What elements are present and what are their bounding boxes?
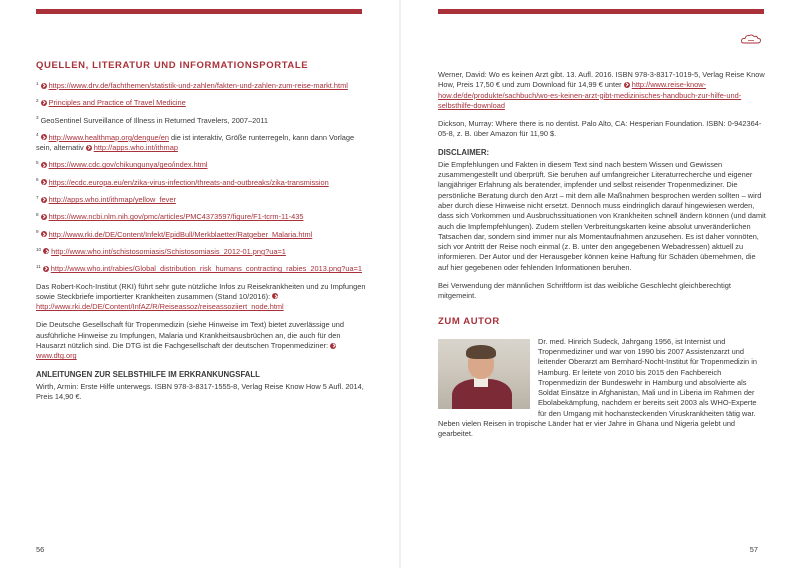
- reference-9: [36, 230, 366, 240]
- ref-text: die ist interaktiv, Größe runterregeln, kann dann Vorlage sein, alternativ: [36, 132, 355, 153]
- ref-link[interactable]: https://www.drv.de/fachthemen/statistik-und-zahlen/fakten-und-zahlen-zum-reise-markt.html: [48, 81, 348, 90]
- ref-number: 11: [36, 263, 41, 269]
- selfhelp-heading: ANLEITUNGEN ZUR SELBSTHILFE IM ERKRANKUNGSFALL: [36, 369, 260, 379]
- reference-7: [36, 195, 366, 205]
- ref-number: 4: [36, 132, 39, 138]
- werner-text: Werner, David: Wo es keinen Arzt gibt. 13. Aufl. 2016. ISBN 978-3-8317-1019-5, Verlag Reise Know How, Preis 17,50 € und zum Download für 14,99 € unter: [438, 70, 765, 90]
- ref-link[interactable]: https://www.cdc.gov/chikungunya/geo/index.html: [48, 160, 208, 170]
- ref-link-2[interactable]: http://apps.who.int/ithmap: [93, 143, 178, 153]
- external-link-icon: [41, 83, 47, 89]
- external-link-icon: [41, 134, 47, 140]
- page-number: 57: [749, 545, 758, 554]
- sources-heading: QUELLEN, LITERATUR UND INFORMATIONSPORTALE: [36, 60, 309, 71]
- author-photo: [438, 339, 530, 409]
- external-link-icon: [43, 248, 49, 254]
- ref-link[interactable]: http://www.rki.de/DE/Content/Infekt/EpidBull/Merkblaetter/Ratgeber_Malaria.html: [48, 229, 313, 239]
- ref-number: 10: [36, 246, 42, 252]
- werner-paragraph: [438, 70, 766, 111]
- ref-number: 6: [36, 177, 39, 183]
- ref-link[interactable]: http://apps.who.int/ithmap/yellow_fever: [48, 195, 176, 205]
- ref-number: 8: [36, 211, 39, 217]
- dickson-paragraph: Dickson, Murray: Where there is no dentist. Palo Alto, CA: Hesperian Foundation. ISBN: 0-942364-05-8, z. B. über Amazon für 11,90 $.: [438, 119, 762, 139]
- top-accent-bar: [438, 9, 764, 14]
- ref-number: 3: [36, 115, 39, 121]
- ref-link[interactable]: https://www.ncbi.nlm.nih.gov/pmc/articles/PMC4373597/figure/F1-tcrm-11-435: [48, 212, 304, 222]
- reference-3: [36, 116, 366, 126]
- external-link-icon: [43, 266, 49, 272]
- author-section: [438, 337, 766, 448]
- external-link-icon: [330, 343, 336, 349]
- rki-link[interactable]: http://www.rki.de/DE/Content/InfAZ/R/Reiseassoz/reiseassoziiert_node.html: [36, 302, 284, 312]
- ref-number: 2: [36, 97, 39, 103]
- external-link-icon: [41, 231, 47, 237]
- reference-1: [36, 81, 366, 91]
- external-link-icon: [41, 197, 47, 203]
- reference-10: [36, 247, 366, 257]
- reference-4: [36, 133, 366, 154]
- reference-5: [36, 160, 366, 170]
- cloud-icon: [740, 33, 762, 45]
- external-link-icon: [272, 293, 278, 299]
- ref-link[interactable]: Principles and Practice of Travel Medicine: [48, 98, 186, 108]
- external-link-icon: [86, 145, 92, 151]
- dtg-link[interactable]: www.dtg.org: [36, 351, 77, 361]
- left-column: [36, 60, 366, 410]
- external-link-icon: [41, 100, 47, 106]
- ref-number: 9: [36, 229, 39, 235]
- page-number: 56: [36, 545, 45, 554]
- dtg-text: Die Deutsche Gesellschaft für Tropenmedizin (siehe Hinweise im Text) bietet zuverlässige und ausführliche Hinweise zu Impfungen, Malaria und Krankheitsausbrüchen an, die auch für den Hausarzt nützlich sind. Die DTG ist die Fachgesellschaft der deutschen Tropenmediziner:: [36, 320, 344, 351]
- ref-link[interactable]: http://www.who.int/rabies/Global_distribution_risk_humans_contracting_rabies_2013.png?ua=1: [50, 264, 362, 274]
- external-link-icon: [41, 162, 47, 168]
- rki-text: Das Robert-Koch-Institut (RKI) führt sehr gute nützliche Infos zu Reisekrankheiten und zu Impfungen sowie Steckbriefe importierter Krankheiten zusammen (Stand 10/2016):: [36, 281, 366, 301]
- reference-6: [36, 178, 366, 188]
- top-accent-bar: [36, 9, 362, 14]
- right-column: [438, 70, 766, 448]
- reference-11: [36, 264, 366, 274]
- author-bio: Dr. med. Hinrich Sudeck, Jahrgang 1956, ist Internist und Tropenmediziner und war von 1990 bis 2007 Assistenzarzt und leitender Oberarzt am Bernhard-Nocht-Institut für Tropenmedizin in Hamburg. Er leitete von 2010 bis 2015 den Fachbereich Tropenmedizin der Bundeswehr in Hamburg und absolvierte als Soldat Einsätze in Afghanistan, Mali und in Liberia im Rahmen der Ebolabekämpfung, nachdem er bereits seit 2003 als WHO-Experte für den Umgang mit hochansteckenden Viruskrankheiten tätig war. Neben vielen Reisen in tropische Länder hat er vier Jahre in Ghana und Nigeria gelebt und gearbeitet.: [438, 336, 757, 439]
- dtg-paragraph: [36, 320, 366, 361]
- ref-text: GeoSentinel Surveillance of Illness in Returned Travelers, 2007–2011: [40, 115, 269, 125]
- disclaimer-text: Die Empfehlungen und Fakten in diesem Text sind nach bestem Wissen und Gewissen zusammengestellt und überprüft. Sie beruhen auf umfangreicher Literaturrecherche und eigener langjähriger Erfahrung als beratender, impfender und selbst reisender Tropenmediziner. Die persönliche Beratung durch den Arzt – mit dem alle Maßnahmen besprochen werden sollten – wird aber durch diese Hinweise nicht ersetzt. Dennoch muss eindringlich darauf hingewiesen werden, dass sich Vorkommen und Ausbruchssituationen von Krankheiten schnell ändern können (und damit auch die Impfempfehlungen). Zudem stellen Verbreitungskarten keine absolut unveränderlichen Tatsachen dar, sondern sind immer nur als Momentaufnahmen anzusehen. Es ist daher vonnöten, sich vor Antritt der Reise noch einmal (z. B. unter den angegebenen Webadressen) aktuell zu informieren. Der Autor und der Herausgeber können keine Haftung für Schäden übernehmen, die auf hier gegebenen oder fehlenden Informationen beruhen.: [438, 159, 766, 272]
- ref-number: 7: [36, 194, 39, 200]
- right-page: [400, 0, 800, 568]
- ref-number: 5: [36, 160, 39, 166]
- rki-paragraph: [36, 282, 366, 313]
- gender-note: Bei Verwendung der männlichen Schriftform ist das weibliche Geschlecht gleichberechtigt mitgemeint.: [438, 281, 731, 301]
- reference-8: [36, 212, 366, 222]
- ref-number: 1: [36, 80, 39, 86]
- reference-2: [36, 98, 366, 108]
- disclaimer-heading: DISCLAIMER:: [438, 147, 490, 157]
- ref-link[interactable]: http://www.who.int/schistosomiasis/Schistosomiasis_2012-01.png?ua=1: [51, 246, 286, 256]
- wirth-reference: Wirth, Armin: Erste Hilfe unterwegs. ISBN 978-3-8317-1555-8, Verlag Reise Know How 5 Aufl. 2014, Preis 14,90 €.: [36, 381, 364, 401]
- external-link-icon: [41, 214, 47, 220]
- author-heading: ZUM AUTOR: [438, 315, 500, 327]
- external-link-icon: [41, 179, 47, 185]
- external-link-icon: [624, 82, 630, 88]
- ref-link[interactable]: http://www.healthmap.org/dengue/en: [48, 132, 169, 142]
- ref-link[interactable]: https://ecdc.europa.eu/en/zika-virus-infection/threats-and-outbreaks/zika-transmission: [48, 177, 329, 187]
- werner-link[interactable]: http://www.reise-know-how.de/de/produkte/sachbuch/wo-es-keinen-arzt-gibt-medizinisches-handbuch-zur-hilfe-und-selbsthilfe-download: [438, 80, 742, 110]
